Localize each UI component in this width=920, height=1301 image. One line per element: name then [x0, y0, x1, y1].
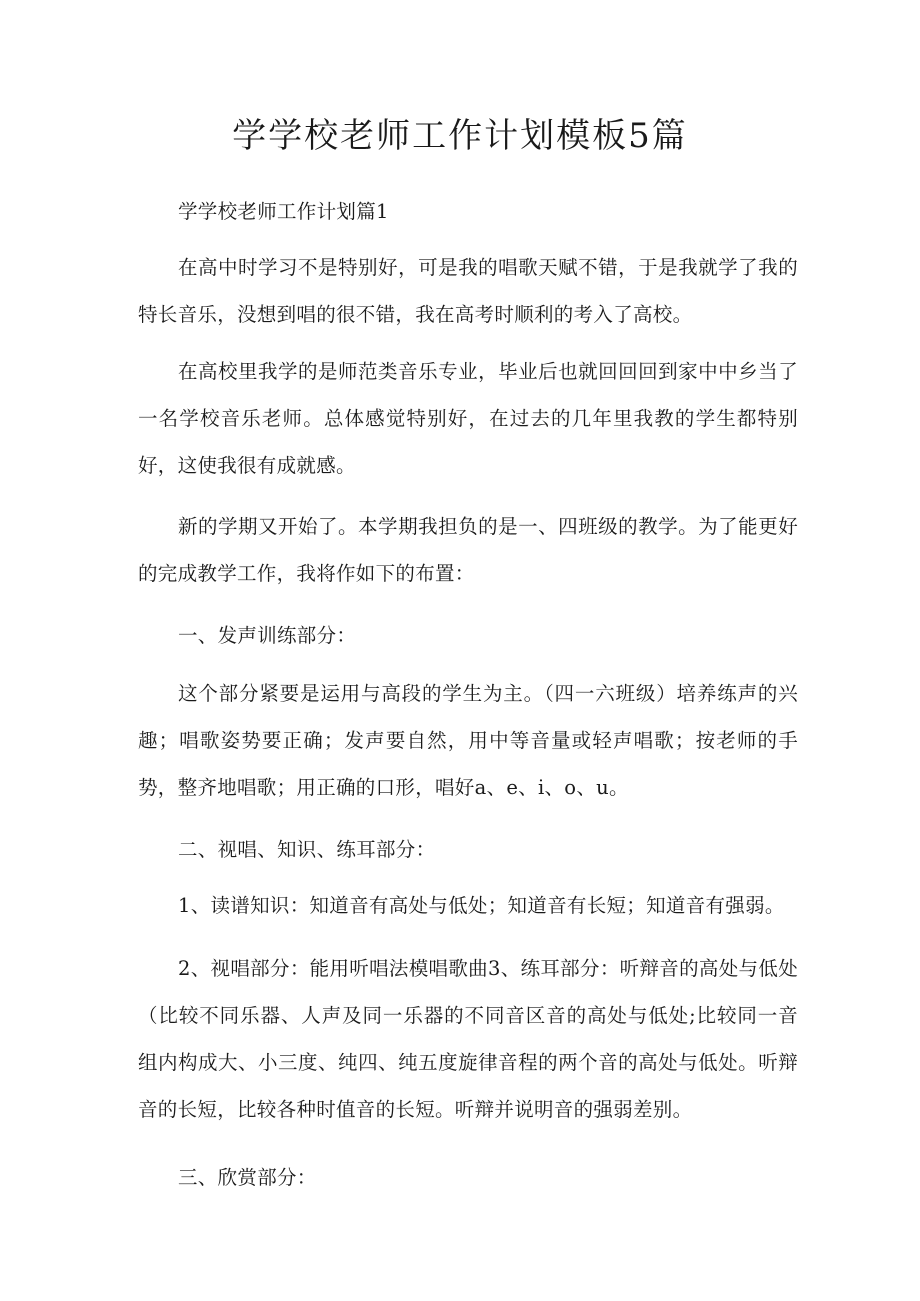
section-heading-appreciation: 三、欣赏部分： [178, 1166, 317, 1189]
paragraph-vocal-training: 这个部分紧要是运用与高段的学生为主。（四一六班级）培养练声的兴趣；唱歌姿势要正确；发声要自然，用中等音量或轻声唱歌；按老师的手势，整齐地唱歌；用正确的口形，唱好a、e、i、o、u。 [138, 682, 798, 799]
section-heading-plan-1: 学学校老师工作计划篇1 [178, 200, 389, 223]
section-heading-sight-singing: 二、视唱、知识、练耳部分： [178, 838, 436, 861]
paragraph-new-term: 新的学期又开始了。本学期我担负的是一、四班级的教学。为了能更好的完成教学工作，我将作如下的布置： [138, 515, 798, 585]
paragraph-notation-knowledge: 1、读谱知识：知道音有高处与低处；知道音有长短；知道音有强弱。 [178, 894, 785, 917]
document-title: 学学校老师工作计划模板5篇 [232, 116, 688, 156]
paragraph-university: 在高校里我学的是师范类音乐专业，毕业后也就回回回到家中中乡当了一名学校音乐老师。总体感觉特别好，在过去的几年里我教的学生都特别好，这使我很有成就感。 [138, 360, 798, 477]
paragraph-sight-singing: 2、视唱部分：能用听唱法模唱歌曲3、练耳部分：听辩音的高处与低处（比较不同乐器、人声及同一乐器的不同音区音的高处与低处;比较同一音组内构成大、小三度、纯四、纯五度旋律音程的两个音的高处与低处。听辩音的长短，比较各种时值音的长短。听辩并说明音的强弱差别。 [138, 957, 798, 1121]
section-heading-vocal-training: 一、发声训练部分： [178, 624, 357, 647]
paragraph-intro: 在高中时学习不是特别好，可是我的唱歌天赋不错，于是我就学了我的特长音乐，没想到唱的很不错，我在高考时顺利的考入了高校。 [138, 256, 798, 326]
